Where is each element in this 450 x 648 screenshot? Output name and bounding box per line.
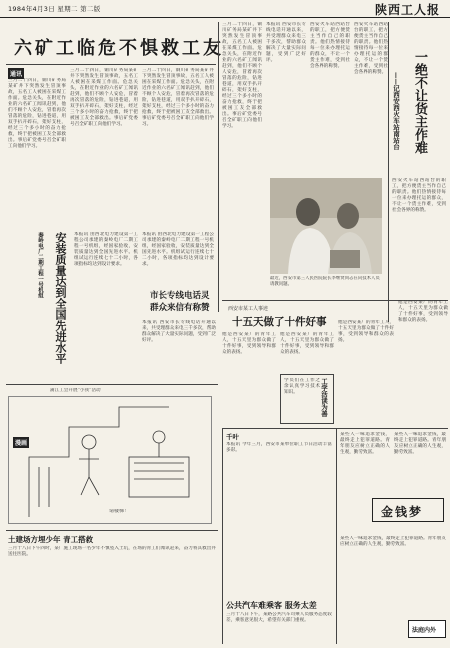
column-right-body: 某些人一味追求金钱，最终走上犯罪道路。青年朋友应树立正确的人生观，勤劳致富。 — [340, 432, 390, 455]
small-box-body: 学员们在工作之余认真学习技术知识。 — [284, 378, 320, 395]
cartoon — [8, 396, 212, 524]
editorial-body-cont: 西安火车站西站台的职工，把方便货主当作自己的职责。他们热情接待每一位来办理托运的群众，不让一个货主作难，受到社会各界的称赞。 — [392, 178, 446, 213]
newspaper-name: 陕西工人报 — [374, 3, 440, 17]
cartoon-caption: 请楼梯！ — [109, 509, 130, 514]
divider — [388, 22, 389, 322]
mid-small-headline: 千叶 — [226, 433, 239, 441]
hotline-body: 本报讯 西安市长专线电话开通以来，共受理群众来电三千多次，帮助群众解决了大量实际问题，受到广泛好评。 — [142, 320, 216, 343]
editorial-headline: 一绝不让货主作难 — [412, 50, 427, 154]
editorial-body: 西安火车站西站台的职工，把方便货主当作自己的职责。他们热情接待每一位来办理托运的群众，不让一个货主作难，受到社会各界的称赞。 — [354, 22, 388, 75]
bottom-mid-headline: 公共汽车难乘客 服务太差 — [226, 600, 317, 610]
column-right-body3: 某些人一味追求金钱，最终走上犯罪道路。青年朋友应树立正确的人生观，勤劳致富。 — [340, 536, 446, 547]
article-column: 本报讯 西安市长专线电话开通以来，共受理群众来电三千多次，帮助群众解决了大量实际问题，受到广泛好评。 — [266, 22, 306, 63]
column-right-body2: 某些人一味追求金钱，最终走上犯罪道路。青年朋友应树立正确的人生观，勤劳致富。 — [394, 432, 446, 455]
lead-body-col1: 三月二十四日，铜川矿务局某矿井下突然发生冒顶事故，五名工人被困在采煤工作面。危急关头，在附近作业的六名矿工闻讯赶到，他们不顾个人安危，冒着再次冒落的危险，钻进巷道，用双手扒开碎石，架好支柱，经过三个多小时的奋力抢救，终于把被困工友全部救出。事后矿党委号召全矿职工向他们学习。 — [8, 78, 66, 149]
photo-right-caption: 最近，西安市第三人民医院院长李继贤同志在向技术人员请教问题。 — [270, 276, 380, 287]
masthead — [0, 0, 450, 18]
model-headline: 十五天做了十件好事 — [232, 316, 327, 328]
model-body-cont: 他是西安某厂的青年工人，十五天里为群众做了十件好事，受到领导和群众的表扬。 — [280, 332, 334, 355]
bottom-mid-body: 本报讯 今年三月，西安市某单位职工节日活动丰富多彩。 — [226, 442, 332, 453]
bottom-left-headline: 土建场方埋少年 青工搭救 — [8, 535, 94, 544]
divider — [222, 428, 448, 429]
lead-body-col2: 三月二十四日，铜川矿务局某矿井下突然发生冒顶事故，五名工人被困在采煤工作面。危急关头，在附近作业的六名矿工闻讯赶到，他们不顾个人安危，冒着再次冒落的危险，钻进巷道，用双手扒开碎石，架好支柱，经过三个多小时的奋力抢救，终于把被困工友全部救出。事后矿党委号召全矿职工向他们学习。 — [70, 68, 138, 127]
photo-doctor-image — [270, 178, 382, 274]
lead-headline: 六矿工临危不惧救工友 — [14, 38, 224, 59]
model-body-cont: 他是西安某厂的青年工人，十五天里为群众做了十件好事，受到领导和群众的表扬。 — [338, 320, 394, 343]
article-column: 西安火车站西站台的职工，把方便货主当作自己的职责。他们热情接待每一位来办理托运的群众，不让一个货主作难，受到社会各界的称赞。 — [310, 22, 350, 69]
cartoon-title: 漫画 — [13, 437, 29, 448]
model-body: 他是西安某厂的青年工人，十五天里为群众做了十件好事，受到领导和群众的表扬。 — [222, 332, 276, 355]
side-story-headline: 安装质量达到全国先进水平 — [54, 232, 67, 364]
side-story-subhead: 秦岭电厂二期工程一号机组 — [37, 232, 43, 298]
divider — [6, 384, 218, 385]
hotline-headline: 市长专线电话灵群众来信有称赞 — [150, 291, 210, 313]
divider — [6, 64, 216, 65]
column-right-title-box — [372, 498, 444, 522]
cartoon-drawing — [9, 397, 212, 524]
editorial-subhead: ——记西安西火车站南站台 — [392, 72, 400, 150]
stamp-text: 法庭内外 — [412, 627, 437, 634]
divider — [6, 530, 218, 531]
issue-date: 1984年4月3日 星期二 第二版 — [8, 5, 101, 13]
small-box-headline: 工学活读为善 — [320, 378, 328, 417]
model-kicker: 西安市某工人事迹 — [228, 306, 269, 312]
side-story-body-cont: 本报讯 由西北电力建设第一工程公司承建的秦岭电厂二期工程一号机组，经国家验收，安装质量达到全国先进水平。机组试运行连续七十二小时，各项指标均达到设计要求。 — [142, 232, 214, 267]
small-box — [280, 374, 334, 424]
photo-doctor — [270, 178, 382, 274]
lead-body-col3: 三月二十四日，铜川矿务局某矿井下突然发生冒顶事故，五名工人被困在采煤工作面。危急关头，在附近作业的六名矿工闻讯赶到，他们不顾个人安危，冒着再次冒落的危险，钻进巷道，用双手扒开碎石，架好支柱，经过三个多小时的奋力抢救，终于把被困工友全部救出。事后矿党委号召全矿职工向他们学习。 — [142, 68, 214, 127]
divider — [222, 428, 223, 644]
photo-left-caption: 蒲江工会开展“小我”活动 — [50, 388, 101, 393]
divider — [336, 428, 337, 644]
stamp — [408, 620, 446, 638]
bottom-left-body: 三月十八日下午四时，某厂施工现场一名少年不慎坠入土坑，在场的青工们闻讯赶来，奋力将其救出并送往医院。 — [8, 546, 216, 557]
column-right-headline: 金钱梦 — [381, 505, 424, 519]
lead-kicker: 通讯 — [8, 68, 24, 79]
bottom-mid-body2: 三月十八日下午，某路公共汽车司乘人员服务态度较差，乘客意见很大，希望有关部门重视。 — [226, 612, 332, 623]
side-story-body: 本报讯 由西北电力建设第一工程公司承建的秦岭电厂二期工程一号机组，经国家验收，安装质量达到全国先进水平。机组试运行连续七十二小时，各项指标均达到设计要求。 — [74, 232, 138, 267]
article-column: 三月二十四日，铜川矿务局某矿井下突然发生冒顶事故，五名工人被困在采煤工作面。危急关头，在附近作业的六名矿工闻讯赶到，他们不顾个人安危，冒着再次冒落的危险，钻进巷道，用双手扒开碎石，架好支柱，经过三个多小时的奋力抢救，终于把被困工友全部救出。事后矿党委号召全矿职工向他们学习。 — [222, 22, 262, 129]
divider — [218, 22, 219, 312]
model-body-cont: 他是西安某厂的青年工人，十五天里为群众做了十件好事，受到领导和群众的表扬。 — [398, 300, 448, 323]
